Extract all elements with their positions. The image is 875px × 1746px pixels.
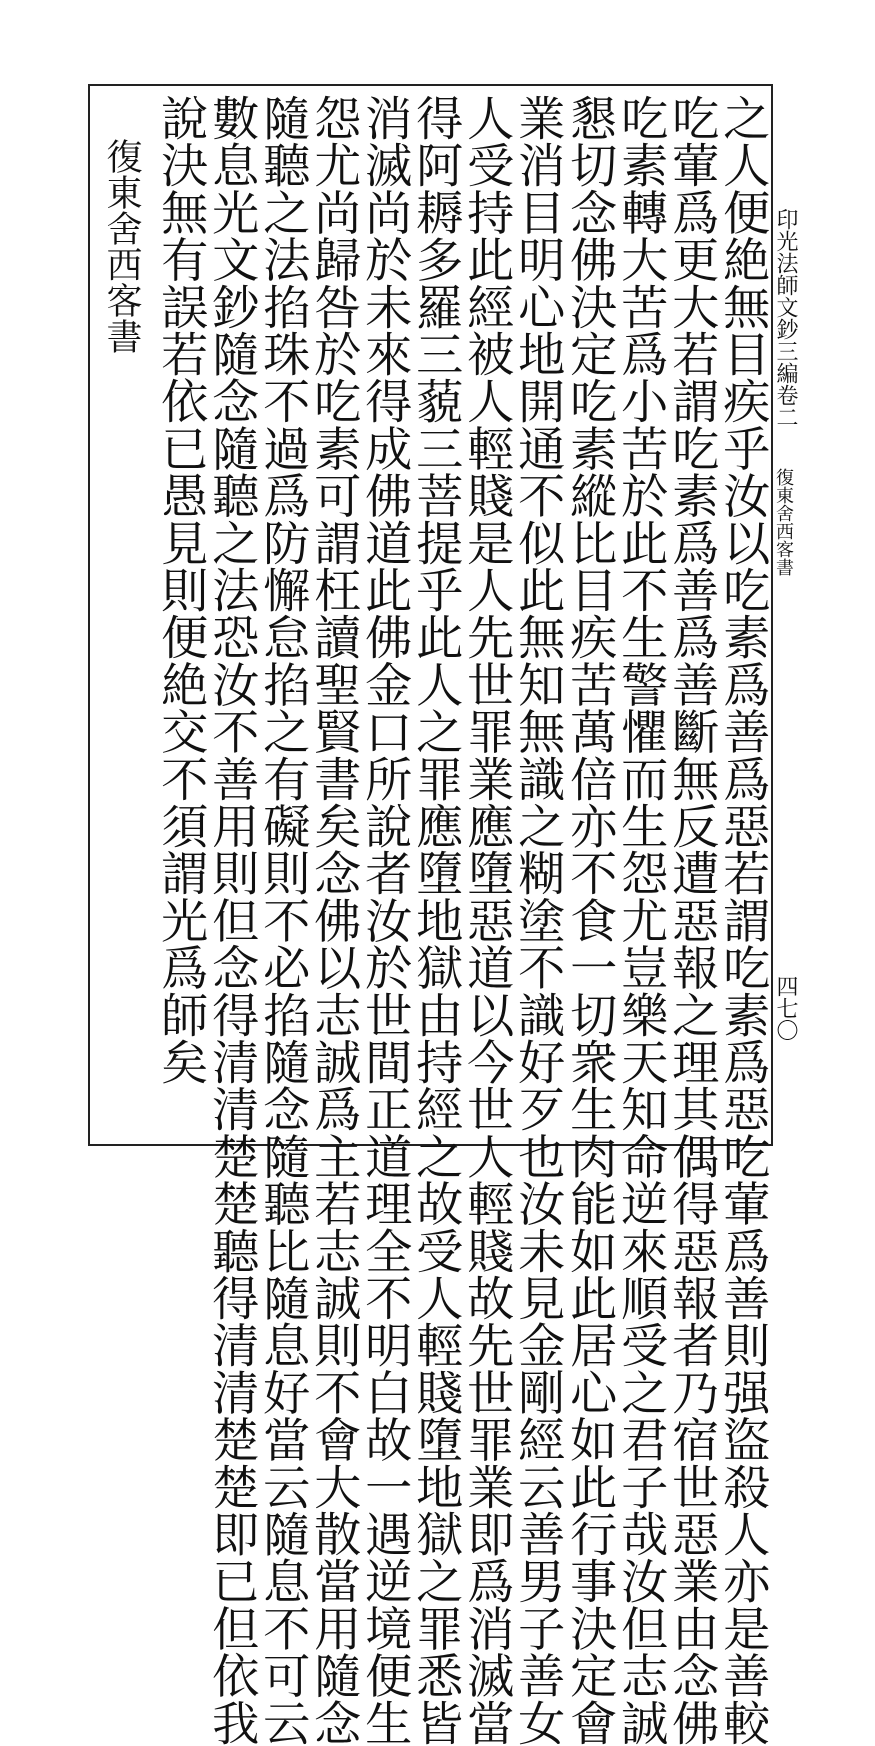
text-column: 數息光文鈔隨念隨聽之法恐汝不善用則但念得清清楚楚聽得清清楚楚即已但依我 xyxy=(204,94,260,1746)
page-number: 四七〇 xyxy=(773,975,798,1041)
text-column: 業消目明心地開通不似此無知無識之糊塗不識好歹也汝未見金剛經云善男子善女 xyxy=(510,94,566,1746)
text-column: 怨尤尚歸咎於吃素可謂枉讀聖賢書矣念佛以志誠爲主若志誠則不會大散當用隨念 xyxy=(306,94,362,1746)
text-column: 得阿耨多羅三藐三菩提乎此人之罪應墮地獄由持經之故受人輕賤墮地獄之罪悉皆 xyxy=(408,94,464,1746)
next-letter-title: 復東舍西客書 xyxy=(101,138,142,354)
text-column: 人受持此經被人輕賤是人先世罪業應墮惡道以今世人輕賤故先世罪業即爲消滅當 xyxy=(459,94,515,1746)
text-column: 之人便絶無目疾乎汝以吃素爲善爲惡若謂吃素爲惡吃葷爲善則强盜殺人亦是善較 xyxy=(715,94,771,1746)
text-column: 隨聽之法掐珠不過爲防懈怠掐之有礙則不必掐隨念隨聽比隨息好當云隨息不可云 xyxy=(255,94,311,1746)
text-column: 吃素轉大苦爲小苦於此不生警懼而生怨尤豈樂天知命逆來順受之君子哉汝但志誠 xyxy=(613,94,669,1746)
text-column: 懇切念佛決定吃素縱比目疾苦萬倍亦不食一切衆生肉能如此居心如此行事決定會 xyxy=(562,94,618,1746)
frame-left-border xyxy=(88,84,90,1146)
frame-top-border xyxy=(88,84,773,86)
text-column: 消滅尚於未來得成佛道此佛金口所說者汝於世間正道理全不明白故一遇逆境便生 xyxy=(357,94,413,1746)
text-column: 說決無有誤若依已愚見則便絶交不須謂光爲師矣 xyxy=(153,94,209,1086)
running-book-title: 印光法師文鈔三編卷二 xyxy=(773,208,798,428)
running-section-title: 復東舍西客書 xyxy=(773,468,794,576)
text-column: 吃葷爲更大若謂吃素爲善爲善斷無反遭惡報之理其偶得惡報者乃宿世惡業由念佛 xyxy=(664,94,720,1746)
